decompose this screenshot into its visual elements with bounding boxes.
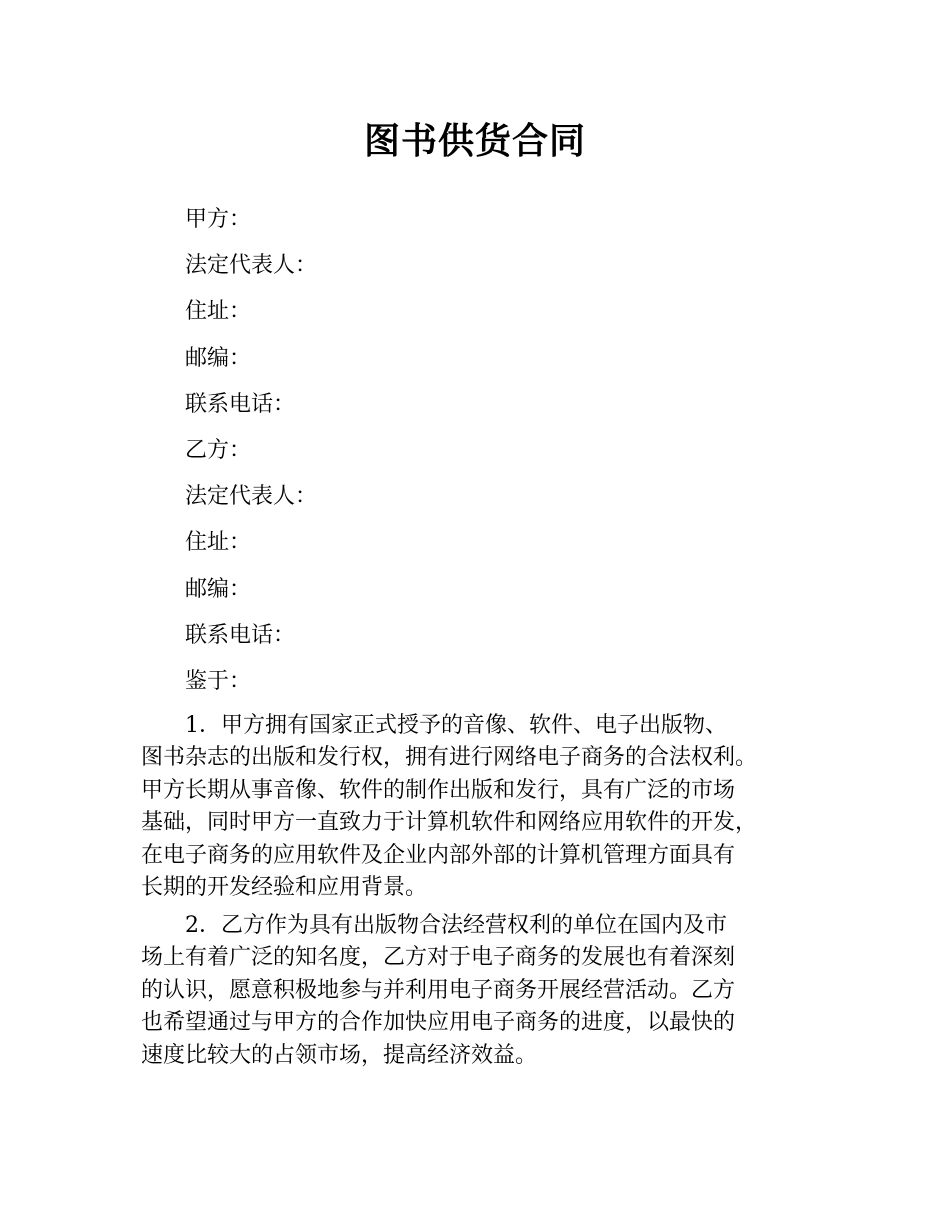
clause-1-line: 基础，同时甲方一直致力于计算机软件和网络应用软件的开发， — [141, 810, 758, 836]
clause-1-line: 长期的开发经验和应用背景。 — [141, 874, 428, 900]
clause-1-line: 1．甲方拥有国家正式授予的音像、软件、电子出版物、 — [185, 713, 727, 738]
party-b-phone-label: 联系电话： — [185, 622, 296, 648]
clause-2-line: 2．乙方作为具有出版物合法经营权利的单位在国内及市 — [185, 913, 727, 938]
party-b-postcode-label: 邮编： — [185, 576, 252, 602]
party-a-postcode-label: 邮编： — [185, 345, 252, 371]
clause-1-line: 在电子商务的应用软件及企业内部外部的计算机管理方面具有 — [141, 842, 736, 868]
clause-2 — [141, 910, 831, 1072]
document-title: 图书供货合同 — [363, 121, 586, 162]
party-a-address-label: 住址： — [185, 299, 252, 325]
party-a-label: 甲方： — [185, 207, 252, 232]
party-b-address-label: 住址： — [185, 530, 252, 556]
party-info-fields — [185, 204, 785, 712]
party-a-legal-representative-label: 法定代表人： — [185, 253, 318, 279]
clause-2-line: 的认识，愿意积极地参与并利用电子商务开展经营活动。乙方 — [141, 977, 736, 1003]
whereas-label: 鉴于： — [185, 668, 252, 694]
clause-2-line: 也希望通过与甲方的合作加快应用电子商务的进度，以最快的 — [141, 1010, 736, 1036]
clause-1-line: 甲方长期从事音像、软件的制作出版和发行，具有广泛的市场 — [141, 777, 736, 803]
clause-1 — [141, 710, 831, 904]
party-b-label: 乙方： — [185, 437, 252, 463]
party-b-legal-representative-label: 法定代表人： — [185, 484, 318, 510]
clause-1-line: 图书杂志的出版和发行权，拥有进行网络电子商务的合法权利。 — [141, 745, 758, 771]
clause-2-line: 速度比较大的占领市场，提高经济效益。 — [141, 1042, 538, 1068]
clause-2-line: 场上有着广泛的知名度，乙方对于电子商务的发展也有着深刻 — [141, 945, 736, 971]
party-a-phone-label: 联系电话： — [185, 391, 296, 417]
